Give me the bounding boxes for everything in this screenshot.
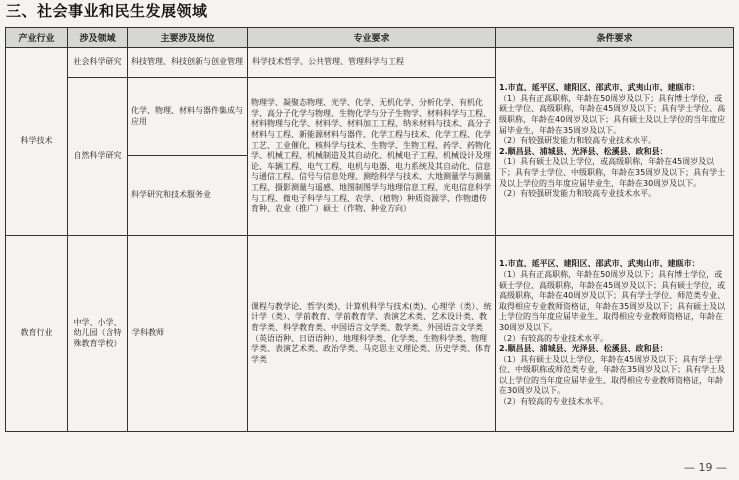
post-cell: 科技管理、科技创新与创业管理 (128, 48, 248, 78)
condition-line: （2）有较强研发能力和较高专业技术水平。 (499, 189, 657, 199)
condition-line: （1）具有硕士及以上学位，或高级职称，年龄在45周岁及以下；具有学士学位、中级职称，年龄在35周岁及以下；具有学士及以上学位的当年度应届毕业生，年龄在30周岁及以下。 (499, 157, 726, 188)
header-industry: 产业行业 (6, 28, 68, 48)
header-post: 主要涉及岗位 (128, 28, 248, 48)
header-condition: 条件要求 (496, 28, 734, 48)
condition-line: （1）具有硕士及以上学位，年龄在45周岁及以下；具有学士学位、中级职称或师范类专业，年龄在35周岁及以下；具有学士及以上学位的当年度应届毕业生、取得相应专业教师资格证，年龄在30周岁及以下。 (499, 354, 726, 396)
post-cell: 化学、物理、材料与器件集成与应用 (128, 78, 248, 156)
header-domain: 涉及领域 (68, 28, 128, 48)
major-cell: 科学技术哲学、公共管理、管理科学与工程 (248, 48, 496, 78)
page-number: — 19 — (684, 461, 727, 474)
domain-cell: 中学、小学、幼儿园（含特殊教育学校） (68, 236, 128, 432)
domain-cell: 社会科学研究 (68, 48, 128, 78)
condition-region-heading: 2.顺昌县、浦城县、光泽县、松溪县、政和县： (499, 146, 668, 156)
condition-cell (496, 236, 734, 432)
requirements-table (5, 27, 734, 432)
condition-region-heading: 1.市直、延平区、建阳区、邵武市、武夷山市、建瓯市： (499, 83, 700, 93)
table-row (6, 48, 734, 78)
industry-cell: 科学技术 (6, 48, 68, 236)
condition-line: （2）有较高的专业技术水平。 (499, 397, 609, 407)
major-cell: 课程与教学论、哲学(类)、计算机科学与技术(类)、心理学（类）、统计学（类）、学前教育、学前教育学、表演艺术类、艺术设计类、教育学类、科学教育类、中国语言文学类、数学类、外国语言文学类（英语语种、日语语种）、地理科学类、化学类、生物科学类、物理学类、表演艺术类、政治学类、马克思主义理论类、历史学类、体育学类 (248, 236, 496, 432)
condition-line: （1）具有正高职称，年龄在50周岁及以下；具有博士学位，或硕士学位、高级职称，年龄在45周岁及以下；具有学士学位、高级职称，年龄在40周岁及以下；具有硕士及以上学位的当年度应届毕业生，年龄在35周岁及以下。 (499, 93, 726, 135)
table-row (6, 236, 734, 432)
table-header-row (6, 28, 734, 48)
condition-line: （1）具有正高职称，年龄在50周岁及以下；具有博士学位，或硕士学位、高级职称，年龄在45周岁及以下；具有硕士学位，或高级职称，年龄在40周岁及以下；具有学士学位、师范类专业、取得相应专业教师资格证，年龄在35周岁及以下；具有硕士及以上学位的当年度应届毕业生、取得相应专业教师资格证，年龄在30周岁及以下。 (499, 269, 726, 332)
condition-cell (496, 48, 734, 236)
condition-line: （2）有较高的专业技术水平。 (499, 333, 609, 343)
header-major: 专业要求 (248, 28, 496, 48)
condition-region-heading: 1.市直、延平区、建阳区、邵武市、武夷山市、建瓯市： (499, 259, 700, 269)
post-cell: 科学研究和技术服务业 (128, 156, 248, 236)
section-title: 三、社会事业和民生发展领域 (6, 2, 208, 20)
industry-cell: 教育行业 (6, 236, 68, 432)
domain-cell: 自然科学研究 (68, 78, 128, 236)
condition-line: （2）有较强研发能力和较高专业技术水平。 (499, 136, 657, 146)
major-cell: 物理学、凝聚态物理、光学、化学、无机化学、分析化学、有机化学、高分子化学与物理、生物化学与分子生物学、材料科学与工程、材料物理与化学、材料学、材料加工工程、纳米材料与技术、高分子材料与工程、新能源材料与器件、化学工程与技术、化学工程、化学工艺、工业催化、核科学与技术、生物学、生物工程、药学、药物化学、机械工程、机械制造及其自动化、机械电子工程、机械设计及理论、车辆工程、电气工程、电机与电器、电力系统及其自动化、信息与通信工程、信号与信息处理、测绘科学与技术、大地测量学与测量工程、摄影测量与遥感、地图制图学与地理信息工程、光电信息科学与工程、微电子科学与工程、农学、（植物）种质资源学、作物遗传育种、农业（推广）硕士（作物、种业方向） (248, 78, 496, 236)
condition-region-heading: 2.顺昌县、浦城县、光泽县、松溪县、政和县： (499, 344, 668, 354)
post-cell: 学科教师 (128, 236, 248, 432)
